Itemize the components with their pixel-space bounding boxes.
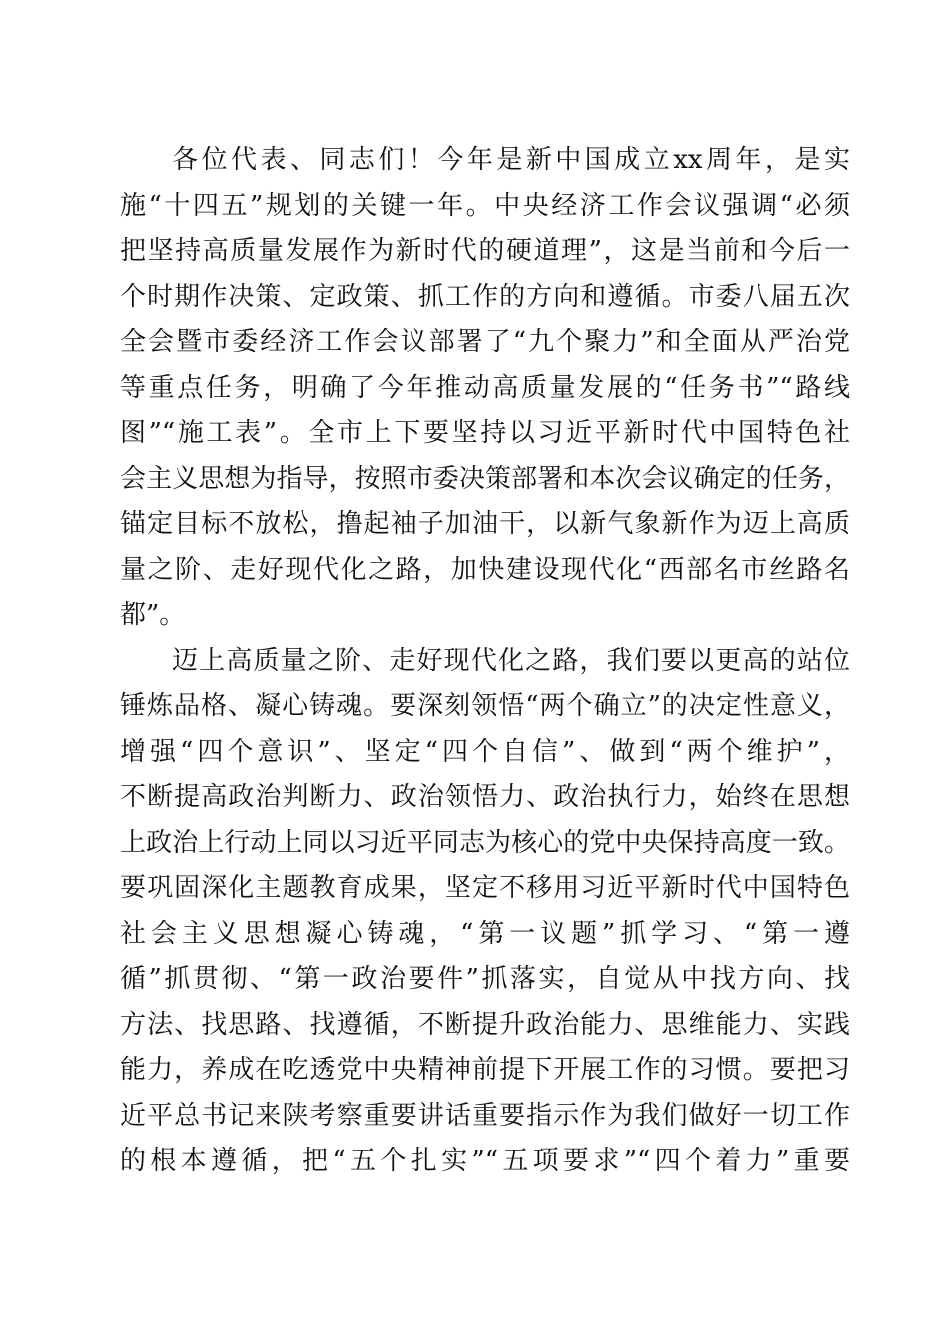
- paragraph-line: 都”。: [120, 600, 186, 630]
- paragraph-1: [120, 138, 850, 639]
- paragraph-line: 迈上高质量之阶、走好现代化之路，我们要以更高的站位: [172, 645, 850, 676]
- paragraph-line: 等重点任务，明确了今年推动高质量发展的“任务书”“路线: [120, 372, 850, 403]
- paragraph-line: 要巩固深化主题教育成果，坚定不移用习近平新时代中国特色: [120, 873, 850, 903]
- paragraph-line: 全会暨市委经济工作会议部署了“九个聚力”和全面从严治党: [120, 327, 850, 357]
- paragraph-2: [120, 639, 850, 1185]
- paragraph-line: 把坚持高质量发展作为新时代的硬道理”，这是当前和今后一: [120, 236, 850, 266]
- paragraph-line: 近平总书记来陕考察重要讲话重要指示作为我们做好一切工作: [120, 1100, 850, 1131]
- paragraph-line: 能力，养成在吃透党中央精神前提下开展工作的习惯。要把习: [120, 1055, 850, 1085]
- paragraph-line: 锤炼品格、凝心铸魂。要深刻领悟“两个确立”的决定性意义，: [120, 691, 850, 721]
- paragraph-line: 会主义思想为指导，按照市委决策部署和本次会议确定的任务，: [120, 463, 850, 494]
- paragraph-line: 循”抓贯彻、“第一政治要件”抓落实，自觉从中找方向、找: [120, 964, 850, 994]
- paragraph-line: 方法、找思路、找遵循，不断提升政治能力、思维能力、实践: [120, 1009, 850, 1040]
- paragraph-line: 不断提高政治判断力、政治领悟力、政治执行力，始终在思想: [120, 782, 850, 812]
- body-text: [120, 138, 850, 1185]
- paragraph-line: 社会主义思想凝心铸魂，“第一议题”抓学习、“第一遵: [120, 918, 850, 949]
- paragraph-line: 的根本遵循，把“五个扎实”“五项要求”“四个着力”重要: [120, 1146, 850, 1176]
- paragraph-line: 个时期作决策、定政策、抓工作的方向和遵循。市委八届五次: [120, 281, 850, 312]
- paragraph-line: 图”“施工表”。全市上下要坚持以习近平新时代中国特色社: [120, 418, 850, 448]
- paragraph-line: 各位代表、同志们！今年是新中国成立xx周年，是实: [172, 145, 850, 175]
- paragraph-line: 上政治上行动上同以习近平同志为核心的党中央保持高度一致。: [120, 827, 850, 858]
- paragraph-line: 施“十四五”规划的关键一年。中央经济工作会议强调“必须: [120, 190, 850, 221]
- paragraph-line: 量之阶、走好现代化之路，加快建设现代化“西部名市丝路名: [120, 554, 850, 585]
- paragraph-line: 增强“四个意识”、坚定“四个自信”、做到“两个维护”，: [120, 736, 850, 767]
- paragraph-line: 锚定目标不放松，撸起袖子加油干，以新气象新作为迈上高质: [120, 509, 850, 539]
